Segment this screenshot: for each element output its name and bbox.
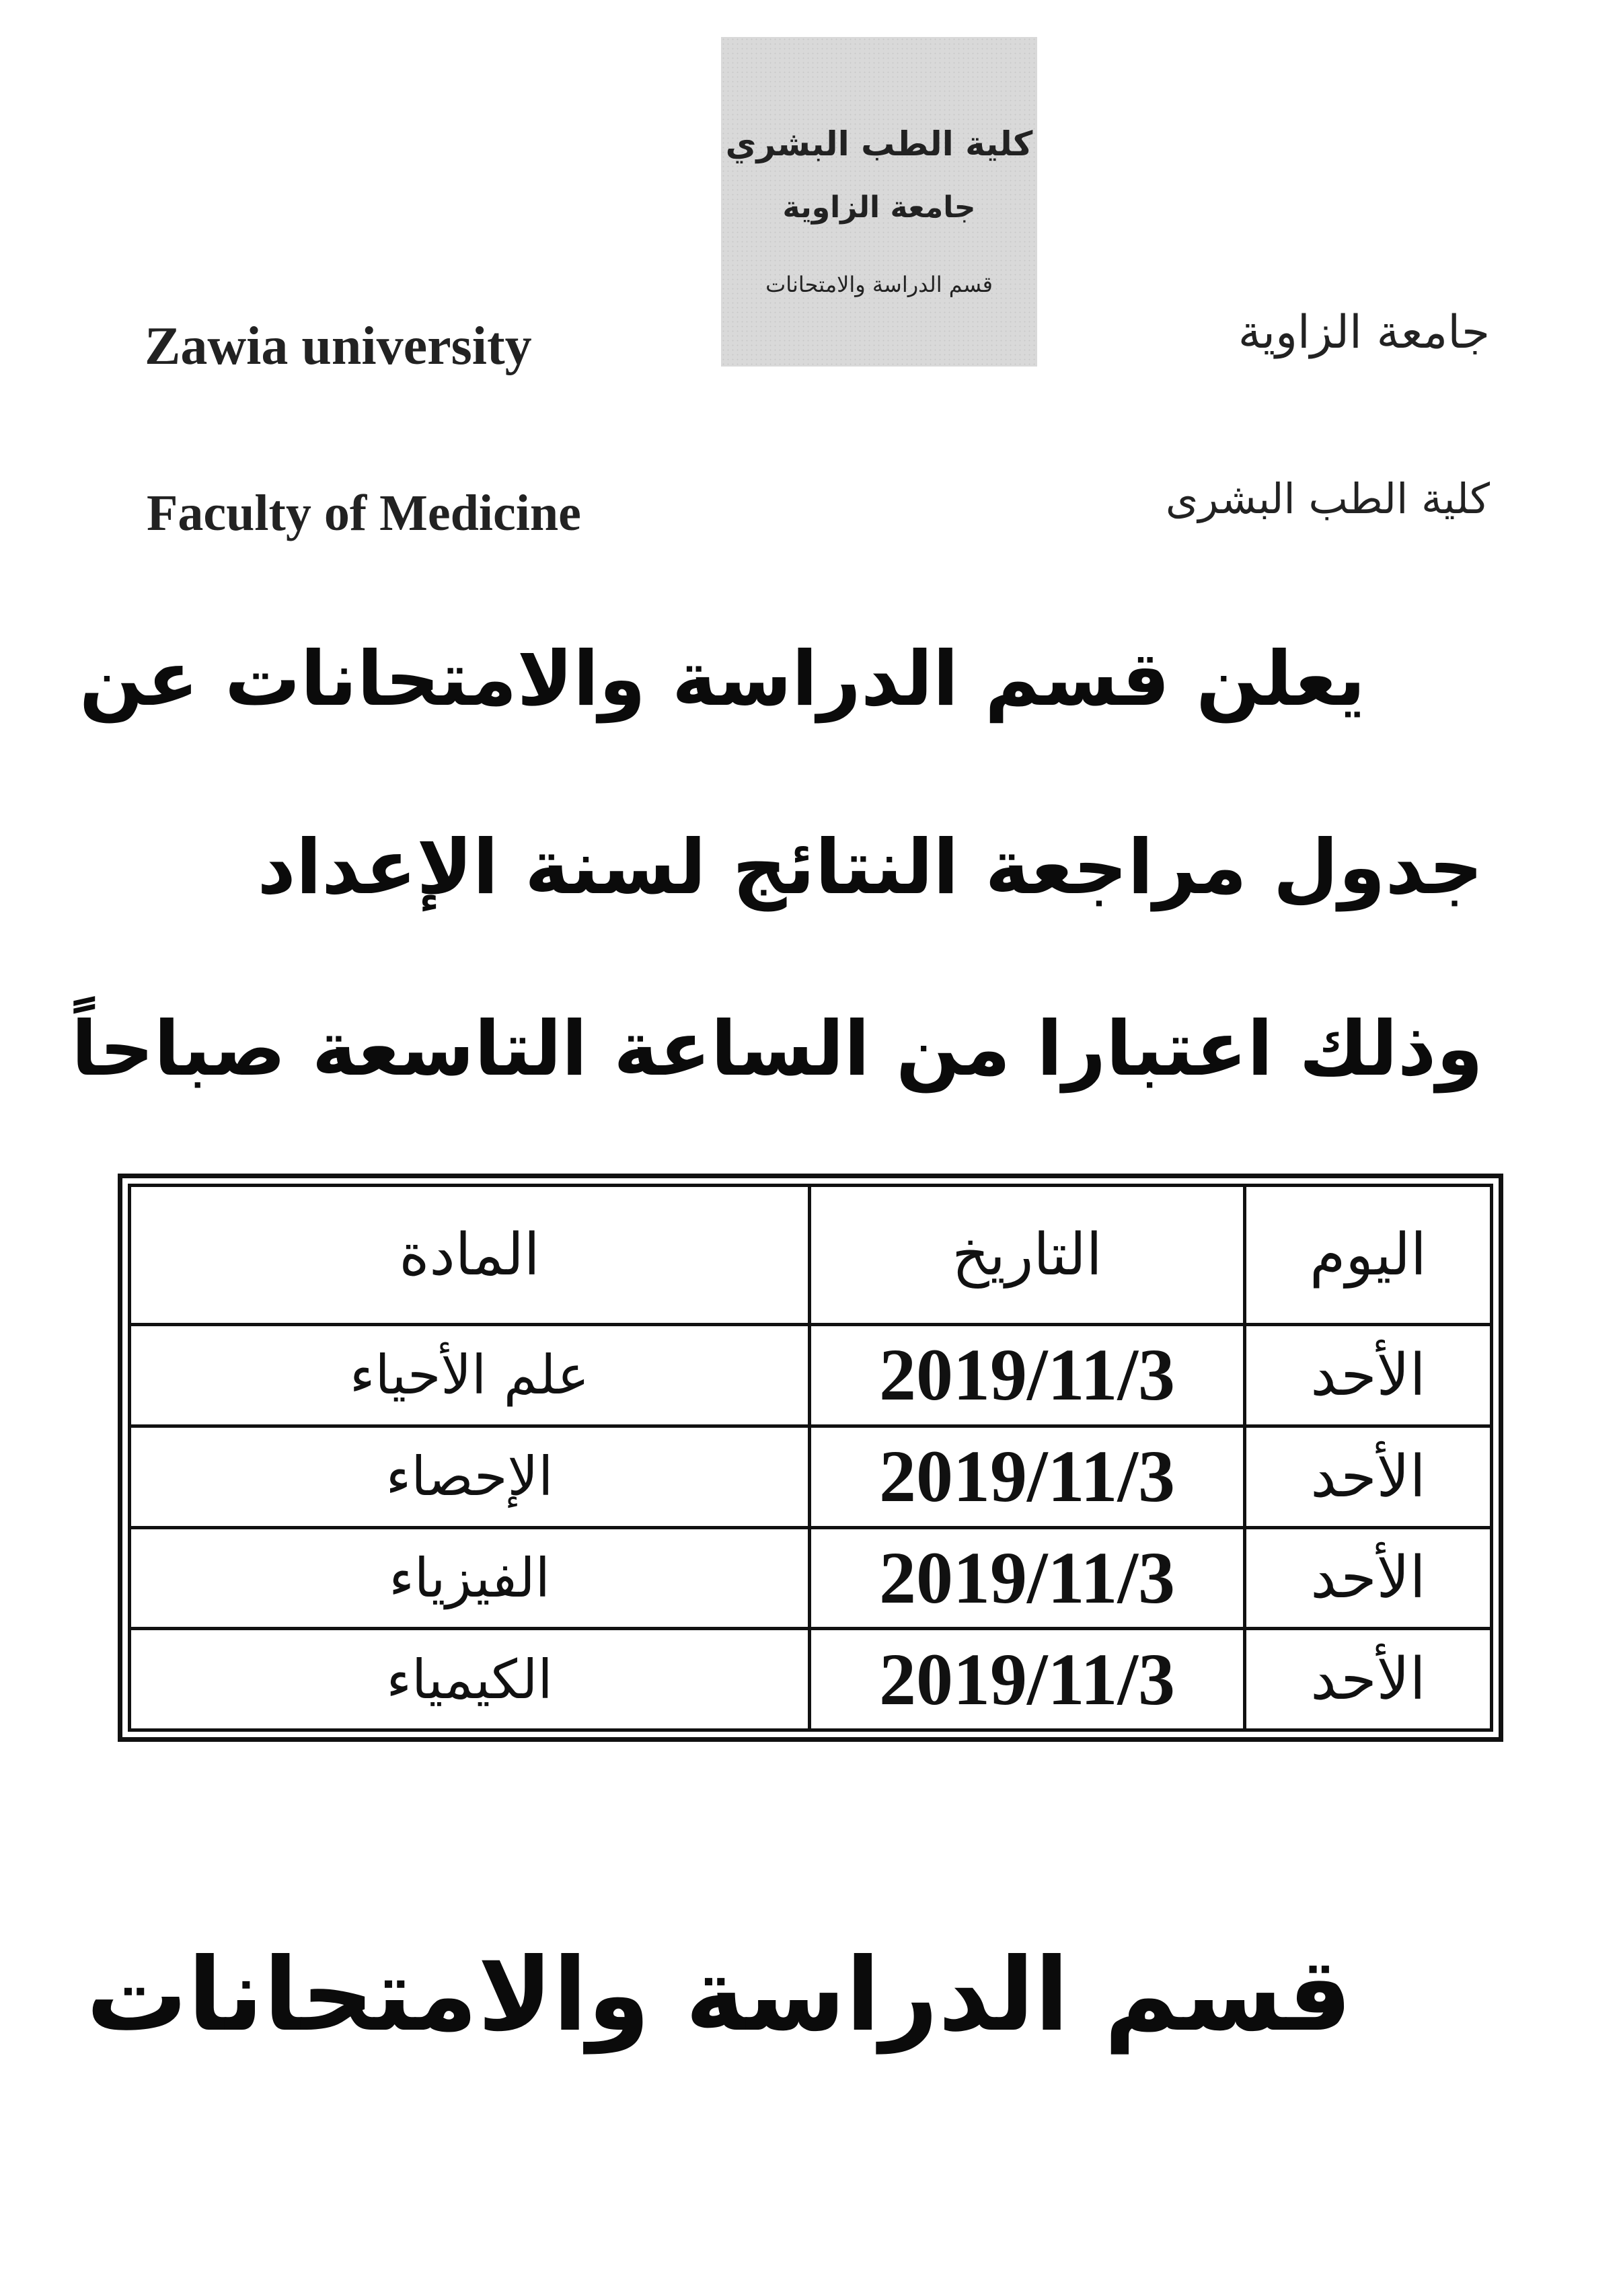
cell-day: الأحد — [1245, 1629, 1492, 1730]
cell-subject: علم الأحياء — [130, 1325, 810, 1426]
arabic-faculty-name: كلية الطب البشرى — [1165, 474, 1490, 523]
english-faculty-name: Faculty of Medicine — [147, 485, 581, 541]
cell-date: 2019/11/3 — [810, 1629, 1245, 1730]
arabic-university-name: جامعة الزاوية — [1238, 306, 1490, 359]
stamp-line-university: جامعة الزاوية — [782, 190, 976, 225]
table-row — [130, 1325, 1492, 1426]
cell-date: 2019/11/3 — [810, 1325, 1245, 1426]
announcement-line-1: يعلن قسم الدراسة والامتحانات عن — [79, 636, 1365, 723]
announcement-line-2: جدول مراجعة النتائج لسنة الإعداد — [257, 824, 1483, 911]
schedule-table — [128, 1184, 1493, 1732]
table-row — [130, 1426, 1492, 1527]
table-row — [130, 1629, 1492, 1730]
cell-day: الأحد — [1245, 1426, 1492, 1527]
cell-day: الأحد — [1245, 1527, 1492, 1629]
table-row — [130, 1527, 1492, 1629]
stamp-line-department: قسم الدراسة والامتحانات — [765, 272, 993, 297]
table-header-row — [130, 1186, 1492, 1325]
cell-subject: الإحصاء — [130, 1426, 810, 1527]
department-signature: قسم الدراسة والامتحانات — [86, 1937, 1352, 2054]
cell-subject: الفيزياء — [130, 1527, 810, 1629]
stamp-line-faculty: كلية الطب البشري — [725, 124, 1033, 163]
cell-subject: الكيمياء — [130, 1629, 810, 1730]
cell-day: الأحد — [1245, 1325, 1492, 1426]
announcement-line-3: وذلك اعتبارا من الساعة التاسعة صباحاً — [71, 1005, 1483, 1093]
header-date: التاريخ — [810, 1186, 1245, 1325]
faculty-stamp — [721, 37, 1037, 367]
header-day: اليوم — [1245, 1186, 1492, 1325]
english-university-name: Zawia university — [145, 317, 532, 376]
header-subject: المادة — [130, 1186, 810, 1325]
schedule-table-frame — [118, 1174, 1503, 1742]
cell-date: 2019/11/3 — [810, 1527, 1245, 1629]
cell-date: 2019/11/3 — [810, 1426, 1245, 1527]
